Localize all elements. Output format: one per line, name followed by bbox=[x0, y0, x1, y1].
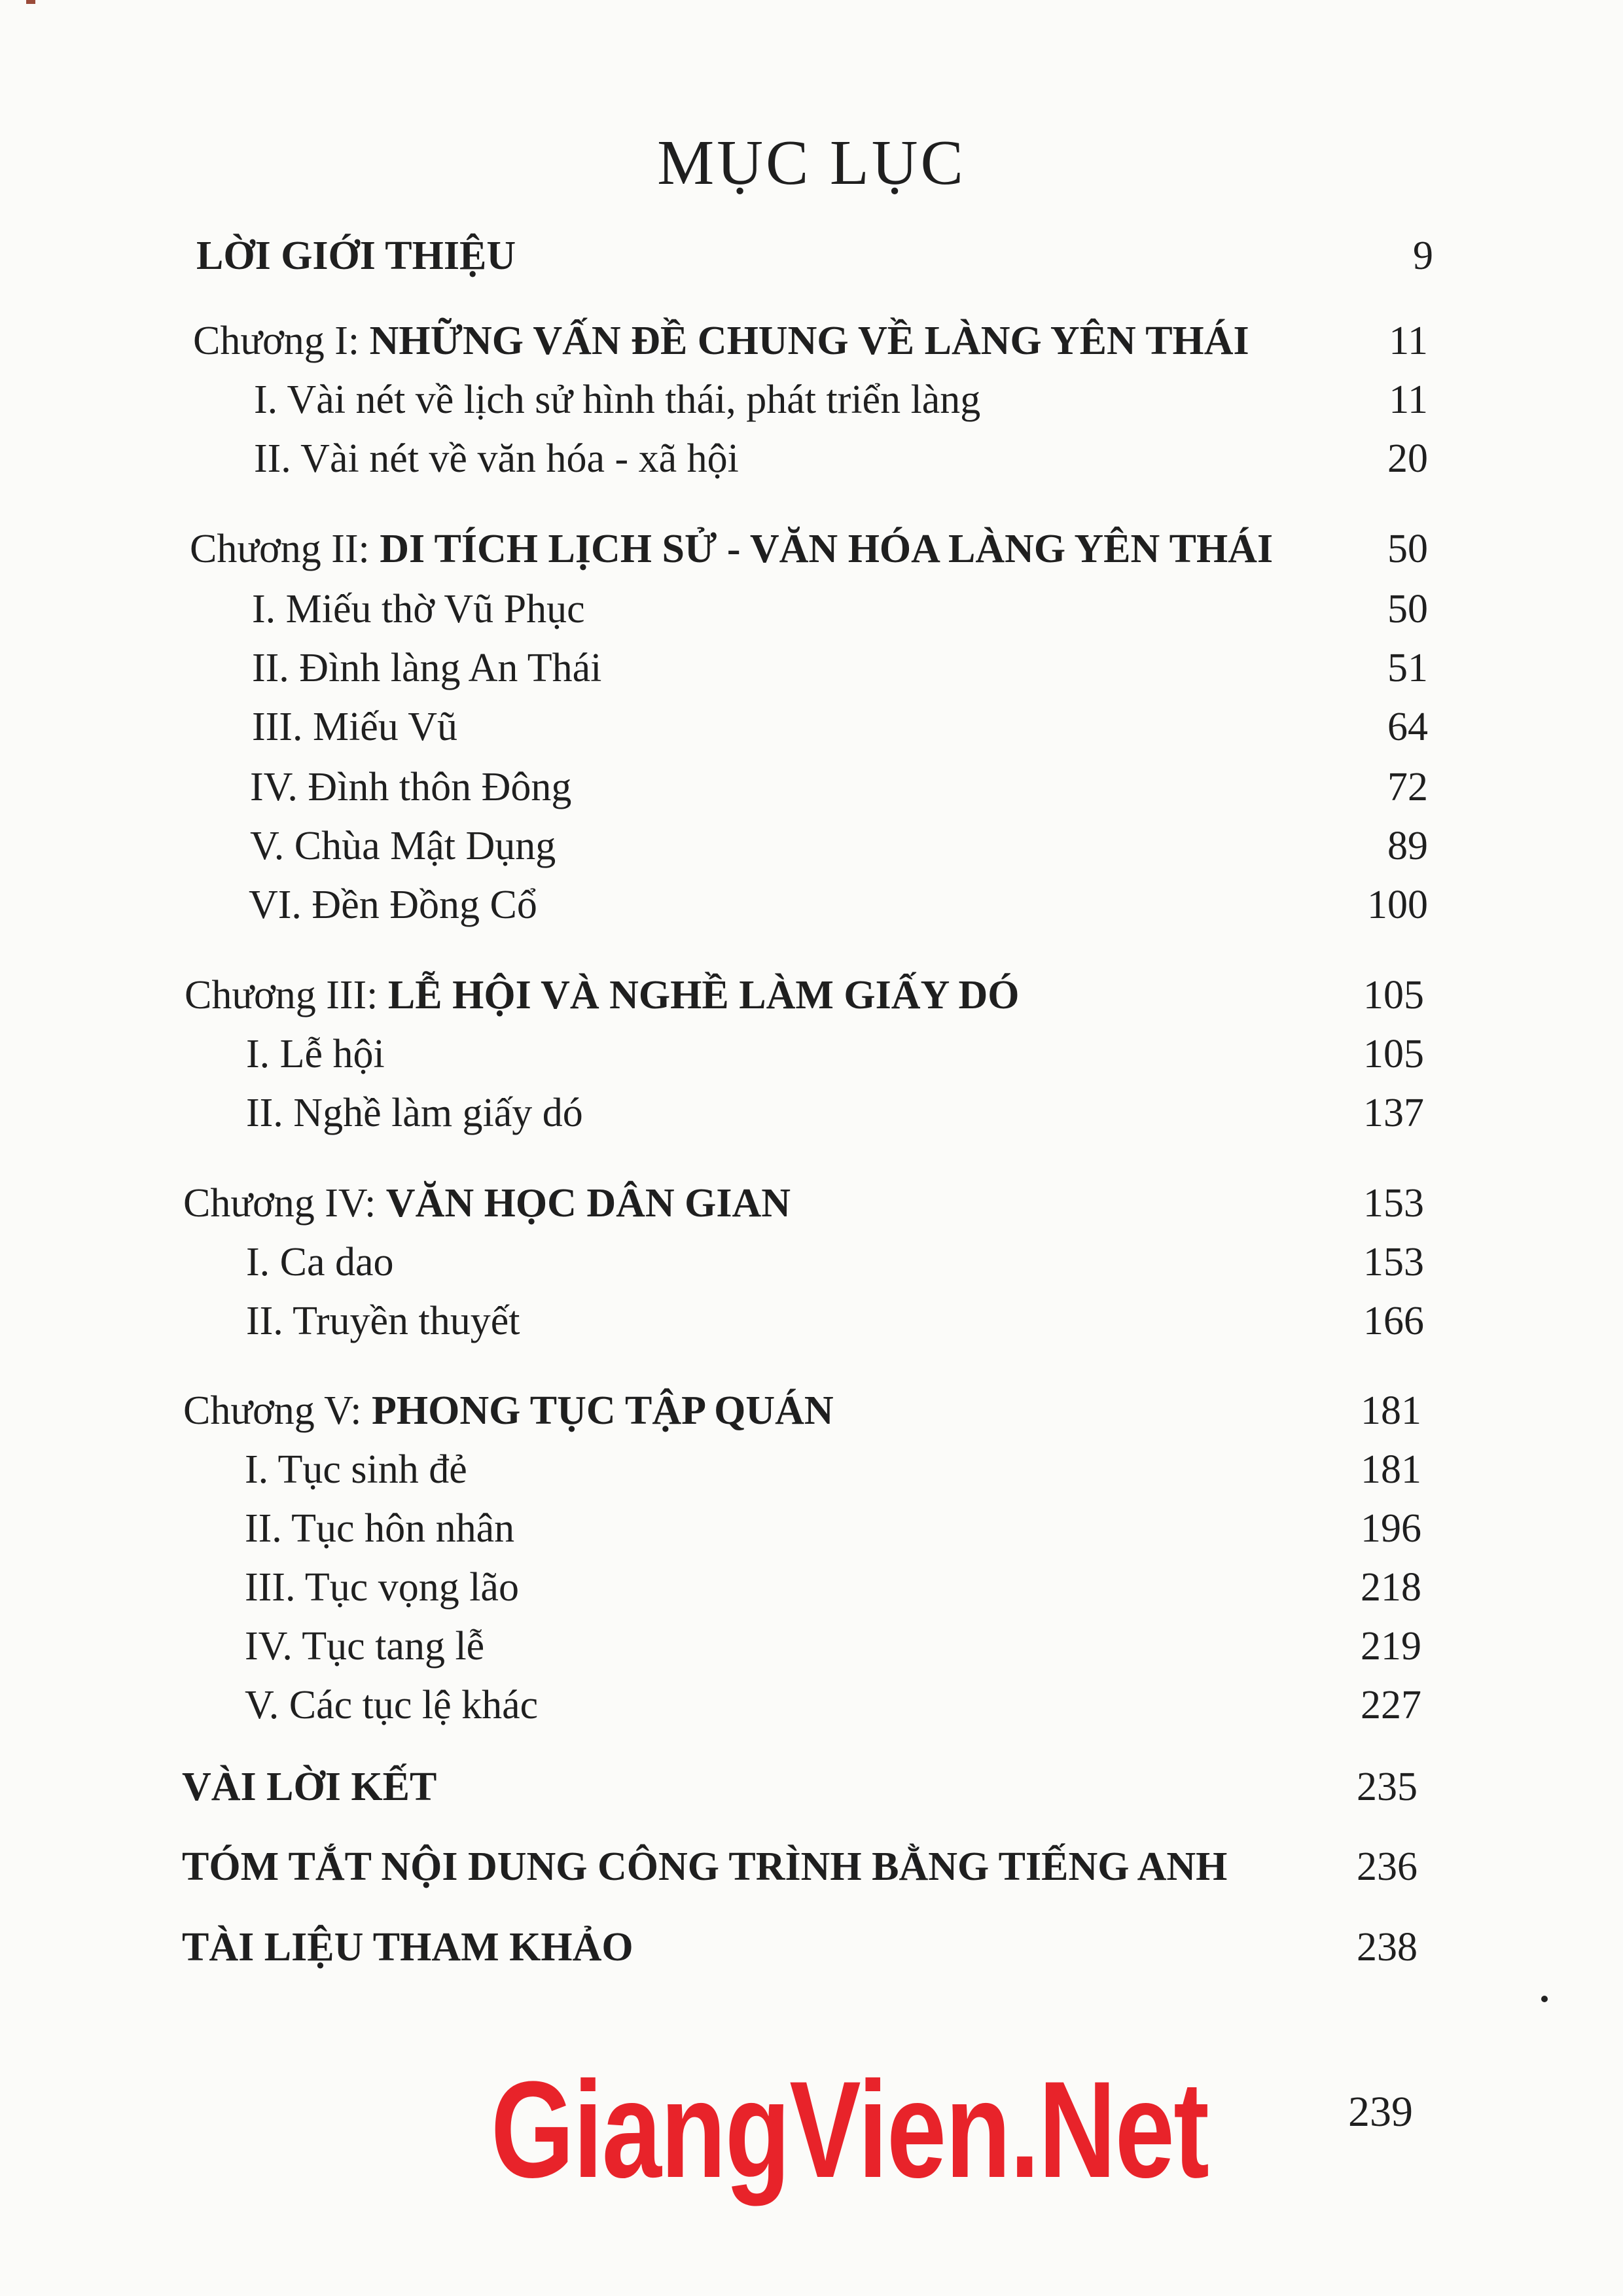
entry-page-number: 11 bbox=[1389, 319, 1428, 363]
entry-page-number: 105 bbox=[1363, 973, 1424, 1017]
watermark-logo: GiangVien.Net bbox=[491, 2053, 1209, 2206]
entry-label: IV. Đình thôn Đông bbox=[250, 765, 572, 809]
entry-label: TÓM TẮT NỘI DUNG CÔNG TRÌNH BẰNG TIẾNG ANH bbox=[182, 1845, 1228, 1889]
entry-page-number: 100 bbox=[1367, 883, 1428, 927]
chapter-prefix: Chương II: bbox=[190, 527, 370, 571]
entry-page-number: 72 bbox=[1387, 765, 1428, 809]
chapter-prefix: Chương IV: bbox=[183, 1181, 376, 1226]
entry-page-number: 50 bbox=[1387, 587, 1428, 631]
entry-label: II. Vài nét về văn hóa - xã hội bbox=[254, 436, 739, 481]
entry-label: IV. Tục tang lễ bbox=[245, 1624, 485, 1669]
entry-page-number: 235 bbox=[1357, 1765, 1418, 1809]
chapter-prefix: Chương V: bbox=[183, 1388, 362, 1433]
chapter-title: LỄ HỘI VÀ NGHỀ LÀM GIẤY DÓ bbox=[387, 973, 1020, 1017]
entry-label: V. Chùa Mật Dụng bbox=[250, 824, 556, 868]
chapter-prefix: Chương I: bbox=[193, 319, 360, 363]
entry-label: II. Tục hôn nhân bbox=[245, 1506, 515, 1551]
entry-label: I. Vài nét về lịch sử hình thái, phát triển làng bbox=[254, 378, 981, 422]
chapter-title: NHỮNG VẤN ĐỀ CHUNG VỀ LÀNG YÊN THÁI bbox=[369, 319, 1249, 363]
entry-label: VI. Đền Đồng Cổ bbox=[249, 883, 537, 927]
entry-page-number: 9 bbox=[1413, 234, 1433, 278]
ink-speck bbox=[1541, 1996, 1548, 2002]
entry-page-number: 153 bbox=[1363, 1240, 1424, 1284]
chapter-prefix: Chương III: bbox=[185, 973, 378, 1017]
entry-page-number: 64 bbox=[1387, 705, 1428, 749]
entry-page-number: 20 bbox=[1387, 436, 1428, 481]
entry-label: II. Đình làng An Thái bbox=[252, 646, 602, 690]
entry-page-number: 105 bbox=[1363, 1032, 1424, 1076]
chapter-title: DI TÍCH LỊCH SỬ - VĂN HÓA LÀNG YÊN THÁI bbox=[380, 527, 1274, 571]
entry-page-number: 218 bbox=[1361, 1565, 1421, 1610]
entry-page-number: 181 bbox=[1361, 1388, 1421, 1433]
entry-page-number: 153 bbox=[1363, 1181, 1424, 1226]
entry-label: III. Miếu Vũ bbox=[252, 705, 457, 749]
entry-label: I. Miếu thờ Vũ Phục bbox=[252, 587, 585, 631]
entry-label: II. Truyền thuyết bbox=[246, 1299, 520, 1343]
entry-label: LỜI GIỚI THIỆU bbox=[196, 234, 516, 278]
entry-page-number: 236 bbox=[1357, 1845, 1418, 1889]
entry-label: III. Tục vọng lão bbox=[245, 1565, 519, 1610]
entry-page-number: 181 bbox=[1361, 1447, 1421, 1492]
entry-label: I. Ca dao bbox=[246, 1240, 394, 1284]
entry-page-number: 89 bbox=[1387, 824, 1428, 868]
page-number: 239 bbox=[1348, 2088, 1413, 2136]
entry-label: V. Các tục lệ khác bbox=[245, 1683, 539, 1727]
entry-page-number: 50 bbox=[1387, 527, 1428, 571]
entry-page-number: 137 bbox=[1363, 1091, 1424, 1135]
entry-page-number: 11 bbox=[1389, 378, 1428, 422]
corner-mark bbox=[26, 0, 35, 4]
entry-page-number: 196 bbox=[1361, 1506, 1421, 1551]
entry-label: TÀI LIỆU THAM KHẢO bbox=[182, 1925, 633, 1969]
entry-page-number: 227 bbox=[1361, 1683, 1421, 1727]
entry-page-number: 238 bbox=[1357, 1925, 1418, 1969]
entry-page-number: 219 bbox=[1361, 1624, 1421, 1669]
chapter-title: PHONG TỤC TẬP QUÁN bbox=[372, 1388, 834, 1433]
entry-label: I. Lễ hội bbox=[246, 1032, 385, 1076]
entry-label: I. Tục sinh đẻ bbox=[245, 1447, 467, 1492]
entry-page-number: 166 bbox=[1363, 1299, 1424, 1343]
entry-label: VÀI LỜI KẾT bbox=[182, 1765, 437, 1809]
entry-label: II. Nghề làm giấy dó bbox=[246, 1091, 583, 1135]
page-title: MỤC LỤC bbox=[657, 128, 966, 198]
chapter-title: VĂN HỌC DÂN GIAN bbox=[385, 1181, 791, 1226]
entry-page-number: 51 bbox=[1387, 646, 1428, 690]
